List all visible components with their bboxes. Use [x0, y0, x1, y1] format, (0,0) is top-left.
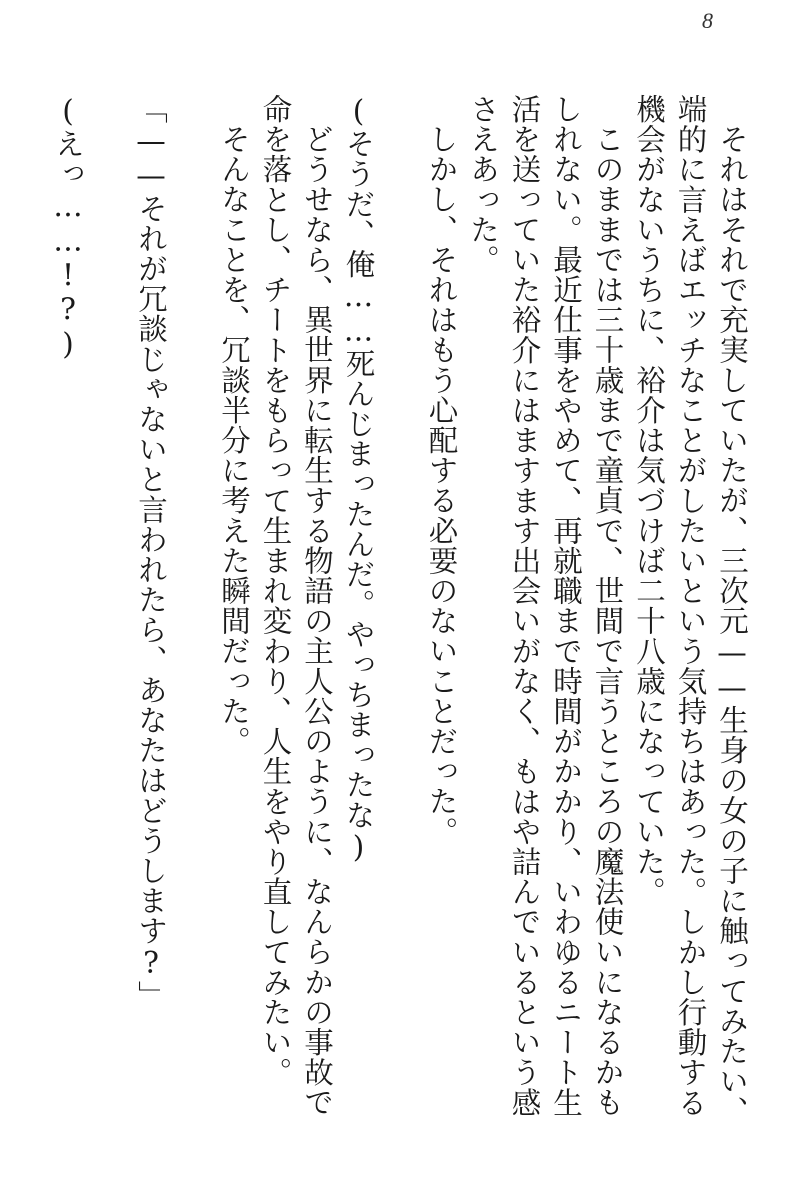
scene-gap — [88, 94, 130, 104]
scene-gap — [379, 94, 421, 104]
paragraph-thought-1: (そうだ、俺……死んじまったんだ。やっちまったな) — [341, 94, 376, 865]
novel-text-body — [47, 94, 753, 1144]
paragraph-5: そんなことを、冗談半分に考えた瞬間だった。 — [217, 123, 251, 756]
paragraph-thought-2: (えっ……!?) — [51, 94, 85, 362]
paragraph-1: それはそれで充実していたが、三次元——生身の女の子に触ってみたい、端的に言えばエッチなことがしたいという気持ちはあった。しかし行動する機会がないうちに、裕介は気づけば二十八歳になっていた。 — [632, 94, 749, 1126]
paragraph-4: どうせなら、異世界に転生する物語の主人公のように、なんらかの事故で命を落とし、チートをもらって生まれ変わり、人生をやり直してみたい。 — [258, 94, 334, 1117]
paragraph-3: しかし、それはもう心配する必要のないことだった。 — [424, 123, 459, 846]
scene-gap — [171, 94, 213, 104]
paragraph-dialogue: 「——それが冗談じゃないと言われたら、あなたはどうします?」 — [134, 94, 168, 1011]
page-number: 8 — [702, 8, 713, 33]
paragraph-2: このままでは三十歳まで童貞で、世間で言うところの魔法使いになるかもしれない。最近仕事をやめて、再就職まで時間がかかり、いわゆるニート生活を送っていた裕介にはますます出会いがなく、もはや詰んでいるという感さえあった。 — [466, 94, 625, 1118]
